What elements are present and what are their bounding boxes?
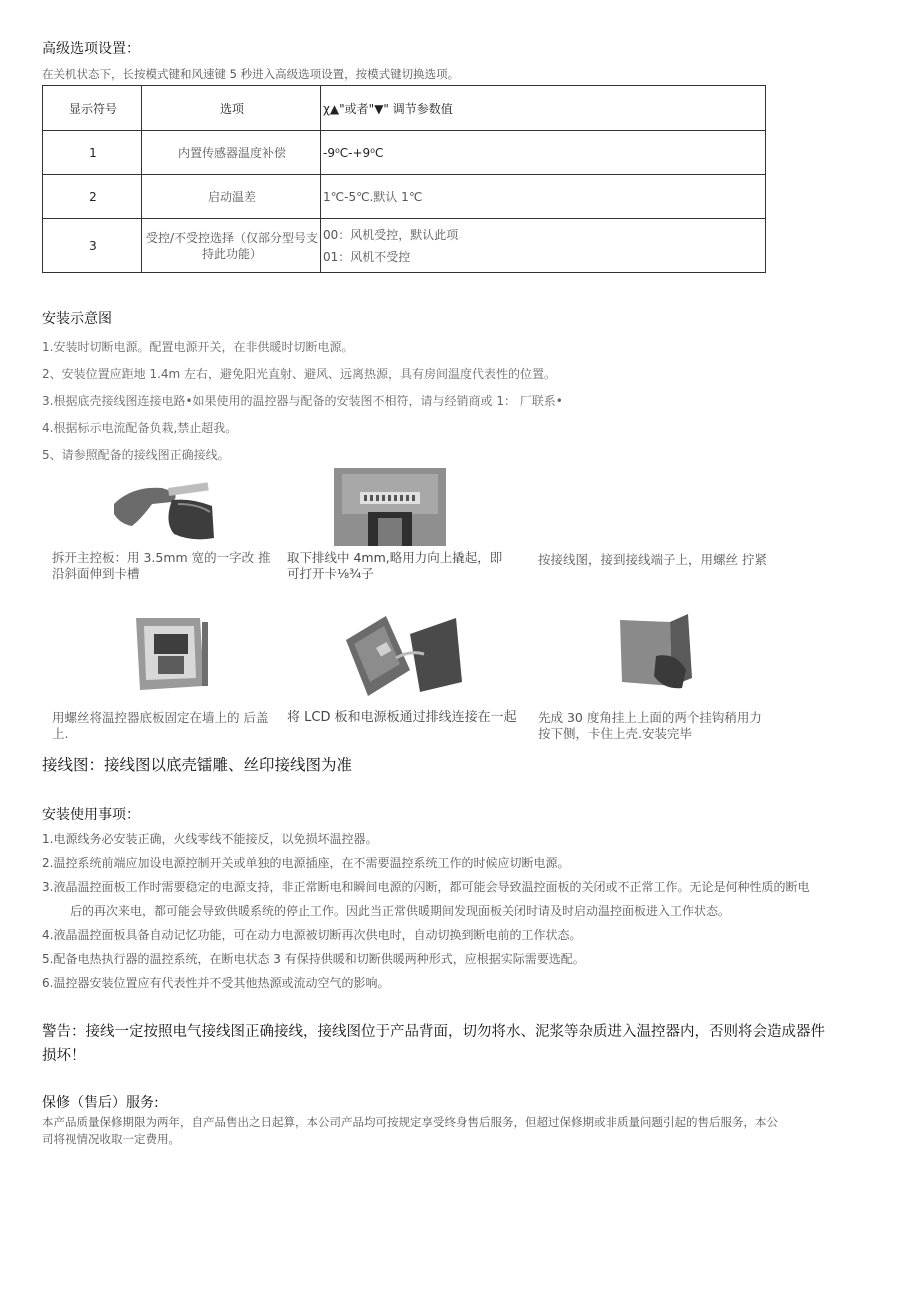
list-item: 后的再次来电，都可能会导致供暖系统的停止工作。因此当正常供暖期间发现面板关闭时请及时启动温控面板进入工作状态。: [70, 904, 731, 918]
warning-line-2: 损坏！: [42, 1048, 86, 1064]
list-item: 4.根据标示电流配备负栽,禁止超我。: [42, 421, 238, 435]
table-row: [43, 219, 766, 273]
caption-step-5: 将 LCD 板和电源板通过排线连接在一起: [287, 710, 517, 725]
wiring-title: 接线图：接线图以底壳镭雕、丝印接线图为准: [42, 756, 353, 774]
table-row: [43, 175, 766, 219]
list-item: 5、请参照配备的接线图正确接线。: [42, 448, 230, 462]
list-item: 1.安装时切断电源。配置电源开关，在非供暖时切断电源。: [42, 340, 354, 354]
list-item: 1.电源线务必安装正确，火线零线不能接反，以免损坏温控器。: [42, 832, 378, 846]
row-value-line-1: 00：风机受控，默认此项: [323, 227, 459, 242]
table-header-row: [43, 86, 766, 131]
advanced-description: 在关机状态下，长按模式键和风速键 5 秒进入高级选项设置，按模式键切换选项。: [42, 67, 460, 81]
row-option: 启动温差: [142, 175, 321, 219]
photo-hook-case: [616, 612, 694, 692]
install-title: 安装示意图: [42, 311, 112, 327]
list-item: 2.温控系统前端应加设电源控制开关或单独的电源插座，在不需要温控系统工作的时候应切断电源。: [42, 856, 570, 870]
row-option: 内置传感器温度补偿: [142, 131, 321, 175]
warranty-title: 保修（售后）服务:: [42, 1095, 159, 1111]
advanced-options-table: [42, 85, 766, 273]
photo-connect-boards: [340, 610, 466, 698]
row-option: 受控/不受控选择（仅部分型号支持此功能）: [142, 219, 321, 273]
photo-remove-ribbon: [334, 468, 446, 546]
warranty-line-2: 司将视情况收取一定费用。: [42, 1132, 180, 1146]
row-code: 2: [43, 175, 142, 219]
list-item: 4.液晶温控面板具备自动记忆功能，可在动力电源被切断再次供电时，自动切换到断电前的工作状态。: [42, 928, 582, 942]
row-value: 1℃-5℃.默认 1℃: [321, 175, 766, 219]
caption-step-3: 按接线图，接到接线端子上，用螺丝 拧紧: [538, 552, 767, 567]
header-option: 选项: [142, 86, 321, 131]
table-row: [43, 131, 766, 175]
list-item: 6.温控器安装位置应有代表性并不受其他热源或流动空气的影响。: [42, 976, 390, 990]
header-code: 显示符号: [43, 86, 142, 131]
row-value: -9⁰C-+9⁰C: [321, 131, 766, 175]
header-value: χ▲"或者"▼" 调节参数值: [321, 86, 766, 131]
caption-step-2: 取下排线中 4mm,略用力向上撬起，即可打开卡⅛¾子: [287, 550, 503, 581]
warranty-line-1: 本产品质量保修期限为两年，自产品售出之日起算，本公司产品均可按规定享受终身售后服务，但超过保修期或非质量问题引起的售后服务，本公: [42, 1115, 778, 1129]
list-item: 3.液晶温控面板工作时需要稳定的电源支持，非正常断电和瞬间电源的闪断，都可能会导致温控面板的关闭或不正常工作。无论是何种性质的断电: [42, 880, 810, 894]
row-value: [321, 219, 766, 273]
row-value-line-2: 01：风机不受控: [323, 249, 411, 264]
list-item: 2、安装位置应距地 1.4m 左右，避免阳光直射、避风、远离热源，具有房间温度代表性的位置。: [42, 367, 557, 381]
list-item: 5.配备电热执行器的温控系统，在断电状态 3 有保持供暖和切断供暖两种形式，应根据实际需要选配。: [42, 952, 585, 966]
row-code: 3: [43, 219, 142, 273]
list-item: 3.根据底壳接线图连接电路•如果使用的温控器与配备的安装图不相符，请与经销商或 1： 厂联系•: [42, 394, 563, 408]
advanced-title: 高级选项设置：: [42, 41, 140, 57]
photo-open-controller: [112, 474, 216, 544]
caption-step-6: 先成 30 度角挂上上面的两个挂钩稍用力按下侧，卡住上壳.安装完毕: [538, 710, 762, 741]
caption-step-4: 用螺丝将温控器底板固定在墙上的 后盖上.: [52, 710, 269, 741]
row-code: 1: [43, 131, 142, 175]
caption-step-1: 拆开主控板：用 3.5mm 宽的一字改 推沿斜面伸到卡槽: [52, 550, 271, 581]
warning-line-1: 警告：接线一定按照电气接线图正确接线，接线图位于产品背面，切勿将水、泥浆等杂质进入温控器内，否则将会造成器件: [42, 1024, 825, 1040]
photo-fix-base: [132, 616, 210, 692]
usage-title: 安装使用事项：: [42, 807, 140, 823]
